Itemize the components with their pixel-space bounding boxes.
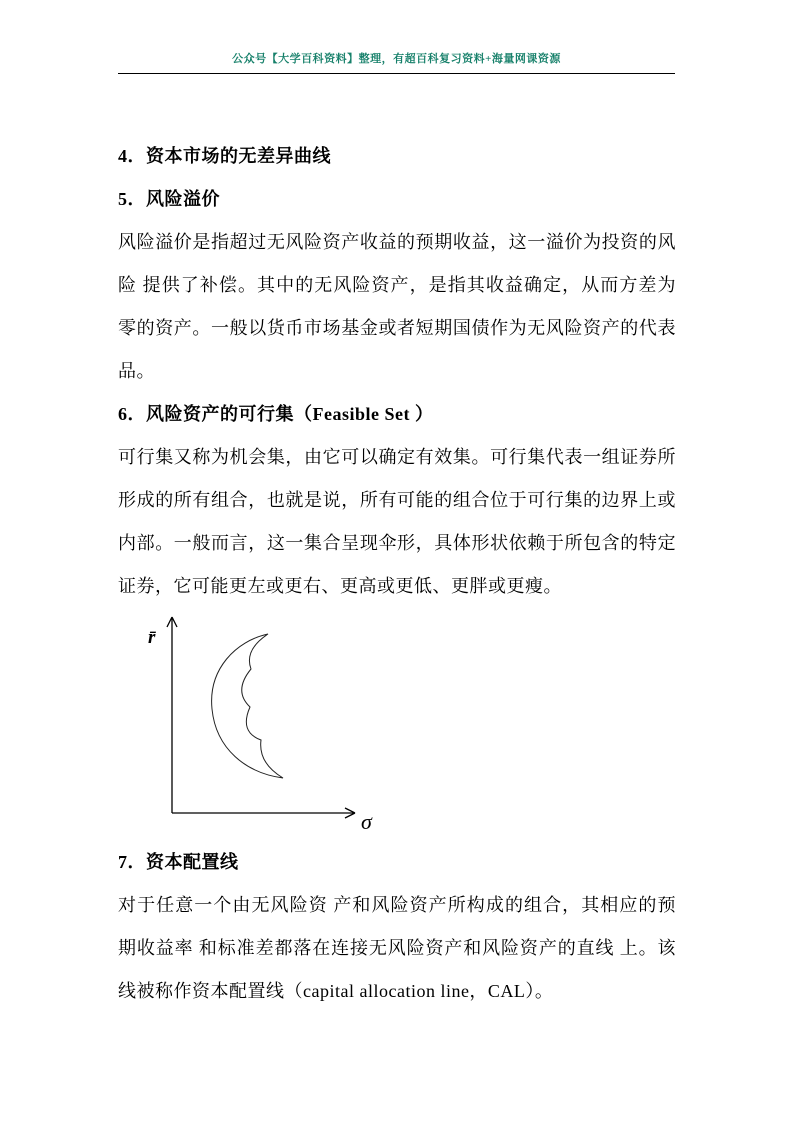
document-content bbox=[118, 135, 676, 1013]
feasible-set-curve bbox=[212, 634, 283, 778]
heading-section-7: 7．资本配置线 bbox=[118, 852, 239, 872]
header-banner: 公众号【大学百科资料】整理，有超百科复习资料+海量网课资源 bbox=[118, 0, 675, 74]
paragraph-feasible-set: 可行集又称为机会集，由它可以确定有效集。可行集代表一组证券所形成的所有组合，也就是说，所有可能的组合位于可行集的边界上或内部。一般而言，这一集合呈现伞形，具体形状依赖于所包含的特定证券，它可能更左或更右、更高或更低、更胖或更瘦。 bbox=[118, 447, 676, 596]
feasible-set-diagram bbox=[140, 613, 440, 841]
x-axis-label: σ bbox=[361, 809, 372, 834]
heading-section-6: 6．风险资产的可行集（Feasible Set ） bbox=[118, 404, 434, 424]
paragraph-risk-premium: 风险溢价是指超过无风险资产收益的预期收益，这一溢价为投资的风险 提供了补偿。其中的无风险资产，是指其收益确定，从而方差为零的资产。一般以货币市场基金或者短期国债作为无风险资产的代表品。 bbox=[118, 232, 676, 381]
paragraph-capital-allocation-line: 对于任意一个由无风险资 产和风险资产所构成的组合，其相应的预期收益率 和标准差都落在连接无风险资产和风险资产的直线 上。该线被称作资本配置线（capital allocation line，CAL）。 bbox=[118, 895, 676, 1001]
heading-section-4: 4．资本市场的无差异曲线 bbox=[118, 146, 331, 166]
y-axis-label: r̄ bbox=[148, 627, 156, 648]
feasible-set-figure bbox=[140, 613, 676, 841]
heading-section-5: 5．风险溢价 bbox=[118, 189, 220, 209]
